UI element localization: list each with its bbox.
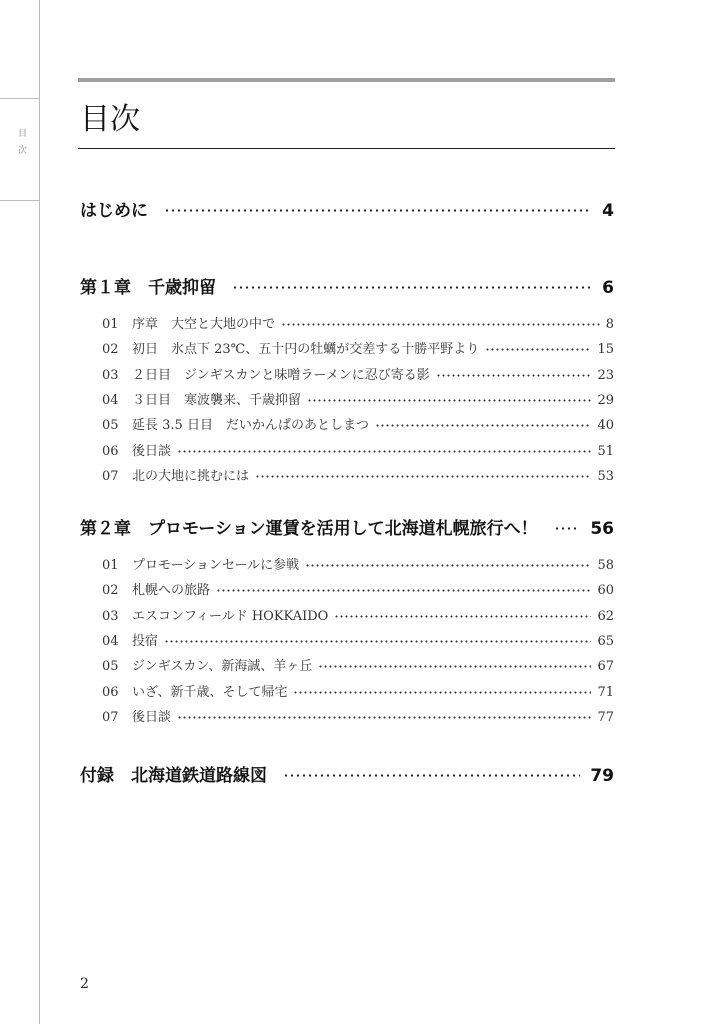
entry-page: 4 (602, 201, 614, 221)
toc-chapter[interactable] (80, 514, 614, 539)
entry-label: ジンギスカン、新海誠、羊ヶ丘 (132, 659, 313, 675)
section-number: 07 (102, 468, 119, 484)
entry-label: 札幌への旅路 (132, 583, 211, 599)
entry-label: 初日 氷点下 23℃、五十円の牡蠣が交差する十勝平野より (132, 342, 480, 358)
dot-leader (554, 527, 581, 530)
section-number: 07 (102, 709, 119, 725)
dot-leader (283, 774, 580, 777)
entry-page: 79 (590, 766, 614, 786)
entry-page: 60 (597, 583, 614, 599)
header-bar (78, 78, 615, 82)
entry-page: 6 (602, 278, 614, 298)
dot-leader (281, 323, 600, 326)
dot-leader (177, 716, 591, 719)
section-number: 04 (102, 392, 119, 408)
entry-label: 投宿 (132, 633, 159, 649)
section-number: 01 (102, 317, 119, 332)
dot-leader (305, 564, 591, 567)
dot-leader (375, 424, 592, 427)
section-number: 02 (102, 583, 119, 599)
entry-page: 23 (597, 367, 614, 383)
dot-leader (255, 475, 591, 478)
toc-chapter[interactable] (80, 273, 614, 298)
dot-leader (293, 691, 591, 694)
section-number: 06 (102, 443, 119, 459)
side-tab-label: 目次 (16, 128, 26, 162)
dot-leader (334, 615, 591, 618)
entry-label: 第１章 千歳抑留 (80, 278, 216, 298)
entry-label: エスコンフィールド HOKKAIDO (132, 608, 329, 624)
toc-section[interactable] (102, 681, 614, 700)
dot-leader (177, 450, 591, 453)
toc-section[interactable] (102, 414, 614, 433)
entry-page: 62 (597, 608, 614, 624)
dot-leader (436, 374, 592, 377)
entry-label: 後日談 (132, 709, 172, 725)
entry-label: 後日談 (132, 443, 172, 459)
toc-section[interactable] (102, 579, 614, 598)
entry-label: 第２章 プロモーション運賃を活用して北海道札幌旅行へ！ (80, 519, 538, 539)
dot-leader (485, 348, 591, 351)
section-number: 01 (102, 558, 119, 573)
entry-label: ２日目 ジンギスカンと味噌ラーメンに忍び寄る影 (132, 367, 430, 383)
entry-page: 15 (597, 342, 614, 358)
entry-label: 付録 北海道鉄道路線図 (80, 766, 267, 786)
dot-leader (232, 286, 592, 289)
toc-appendix[interactable] (80, 761, 614, 786)
dot-leader (164, 209, 592, 212)
page-title: 目次 (80, 102, 140, 137)
toc-intro[interactable] (80, 196, 614, 221)
entry-page: 56 (590, 519, 614, 539)
entry-label: 北の大地に挑むには (132, 468, 250, 484)
toc-section[interactable] (102, 630, 614, 649)
section-number: 05 (102, 418, 119, 434)
section-number: 02 (102, 342, 119, 358)
section-number: 06 (102, 684, 119, 700)
toc-section[interactable] (102, 440, 614, 459)
entry-page: 71 (597, 684, 614, 700)
toc-section[interactable] (102, 465, 614, 484)
section-number: 05 (102, 659, 119, 675)
toc-section[interactable] (102, 655, 614, 674)
entry-page: 65 (597, 633, 614, 649)
page-number: 2 (80, 976, 89, 992)
section-number: 04 (102, 633, 119, 649)
entry-label: 延長 3.5 日目 だいかんぱのあとしまつ (132, 418, 369, 434)
entry-page: 51 (597, 443, 614, 459)
tab-border-bottom (0, 200, 39, 201)
dot-leader (307, 399, 591, 402)
tab-border-top (0, 98, 39, 99)
toc-section[interactable] (102, 338, 614, 357)
entry-page: 53 (597, 468, 614, 484)
toc-section[interactable] (102, 313, 614, 332)
section-number: 03 (102, 608, 119, 624)
entry-page: 29 (597, 392, 614, 408)
entry-label: はじめに (80, 201, 148, 221)
toc-section[interactable] (102, 364, 614, 383)
entry-page: 8 (605, 317, 614, 332)
entry-label: いざ、新千歳、そして帰宅 (132, 684, 288, 700)
toc-section[interactable] (102, 554, 614, 573)
entry-label: ３日目 寒波襲来、千歳抑留 (132, 392, 302, 408)
toc-section[interactable] (102, 389, 614, 408)
entry-label: 序章 大空と大地の中で (132, 317, 276, 332)
entry-page: 77 (597, 709, 614, 725)
toc-section[interactable] (102, 706, 614, 725)
margin-rule (39, 0, 40, 1024)
entry-page: 58 (597, 558, 614, 573)
entry-label: プロモーションセールに参戦 (132, 558, 300, 573)
dot-leader (164, 640, 591, 643)
entry-page: 67 (597, 659, 614, 675)
toc-section[interactable] (102, 605, 614, 624)
section-number: 03 (102, 367, 119, 383)
dot-leader (216, 589, 591, 592)
entry-page: 40 (597, 418, 614, 434)
dot-leader (318, 665, 591, 668)
title-rule (78, 148, 615, 149)
